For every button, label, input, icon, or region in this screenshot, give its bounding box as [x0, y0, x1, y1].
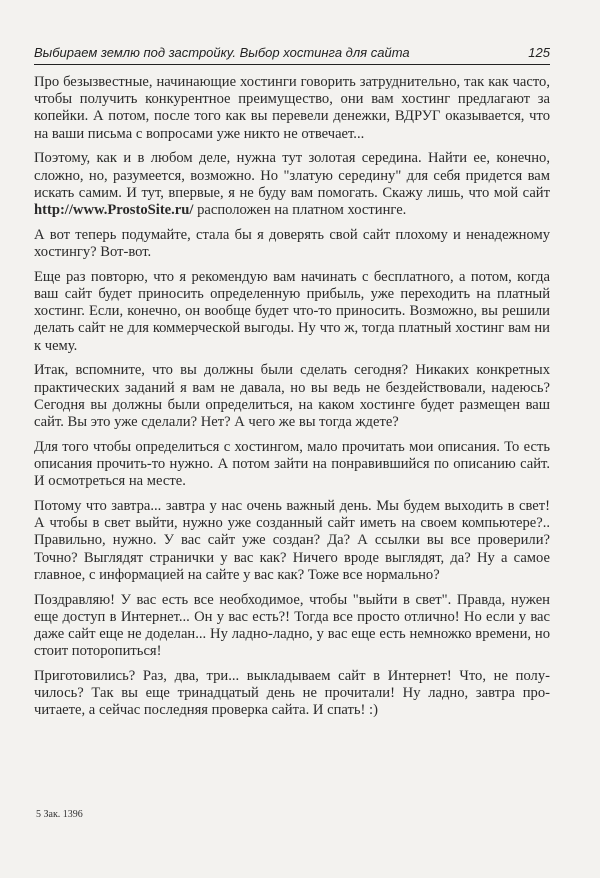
paragraph: Про безызвестные, начинающие хостинги говорить затруднительно, так как часто, чтобы получить конкурентное преимущество, они вам хостинг предлагают за копейки. А потом, после того как вы перевели денежки, ВДРУГ оказывается, что на ваши письма с вопросами уже никто не отвечает...: [34, 74, 550, 142]
paragraph: Еще раз повторю, что я рекомендую вам начинать с бесплатного, а потом, когда ваш сайт будет приносить определенную прибыль, уже переходить на платный хостинг. Если, конечно, он вообще будет что-то приносить. Возможно, вы решили делать сайт не для коммерческой выгоды. Ну что ж, тогда платный хостинг вам ни к чему.: [34, 268, 550, 354]
paragraph: Поздравляю! У вас есть все необходимое, чтобы "выйти в свет". Правда, нужен еще доступ в Интернет... Он у вас есть?! Тогда все просто отлично! Но если у вас даже сайт еще не доделан... Ну ладно-ладно, у вас еще есть немножко времени, но стоит поторопиться!: [34, 591, 550, 660]
paragraph: Итак, вспомните, что вы должны были сделать сегодня? Никаких конкретных практических заданий я вам не давала, но вы ведь не бездействовали, надеюсь? Сегодня вы должны были определиться, на каком хостинге будет размещен ваш сайт. Вы это уже сделали? Нет? А чего же вы тогда ждете?: [34, 362, 550, 431]
paragraph: Приготовились? Раз, два, три... выкладываем сайт в Интернет! Что, не получилось? Так вы еще тринадцатый день не прочитали! Ну ладно, завтра прочитаете, а сейчас последняя проверка сайта. И спать! :): [34, 668, 550, 719]
paragraph-text: расположен на платном хостинге.: [193, 202, 407, 219]
paragraph: Для того чтобы определиться с хостингом, мало прочитать мои описания. То есть описания прочить-то нужно. А потом зайти на понравившийся по описанию сайт. И осмотреться на месте.: [34, 438, 550, 490]
main-text: [34, 74, 550, 727]
paragraph-text: Поэтому, как и в любом деле, нужна тут золотая середина. Найти ее, конечно, сложно, но, разумеется, возможно. Но "златую середину" для себя придется вам искать самим. И тут, впервые, я не буду вам помогать. Скажу лишь, что мой сайт: [34, 150, 550, 201]
running-header-title: Выбираем землю под застройку. Выбор хостинга для сайта: [34, 45, 410, 60]
paragraph: [34, 150, 550, 219]
printer-signature: 5 Зак. 1396: [36, 809, 83, 820]
site-url: http://www.ProstoSite.ru/: [34, 202, 194, 219]
running-header: [34, 42, 550, 65]
paragraph: А вот теперь подумайте, стала бы я доверять свой сайт плохому и ненадежному хостингу? Вот-вот.: [34, 226, 550, 261]
paragraph: Потому что завтра... завтра у нас очень важный день. Мы будем выходить в свет! А чтобы в свет выйти, нужно уже созданный сайт иметь на своем компьютере?.. Правильно, нужно. У вас сайт уже создан? Да? А ссылки вы все проверили? Точно? Выглядят странички у вас как? Ничего вроде выглядят, да? Ну а самое главное, с информацией на сайте у вас как? Тоже все нормально?: [34, 498, 550, 583]
page-number: 125: [528, 45, 550, 60]
